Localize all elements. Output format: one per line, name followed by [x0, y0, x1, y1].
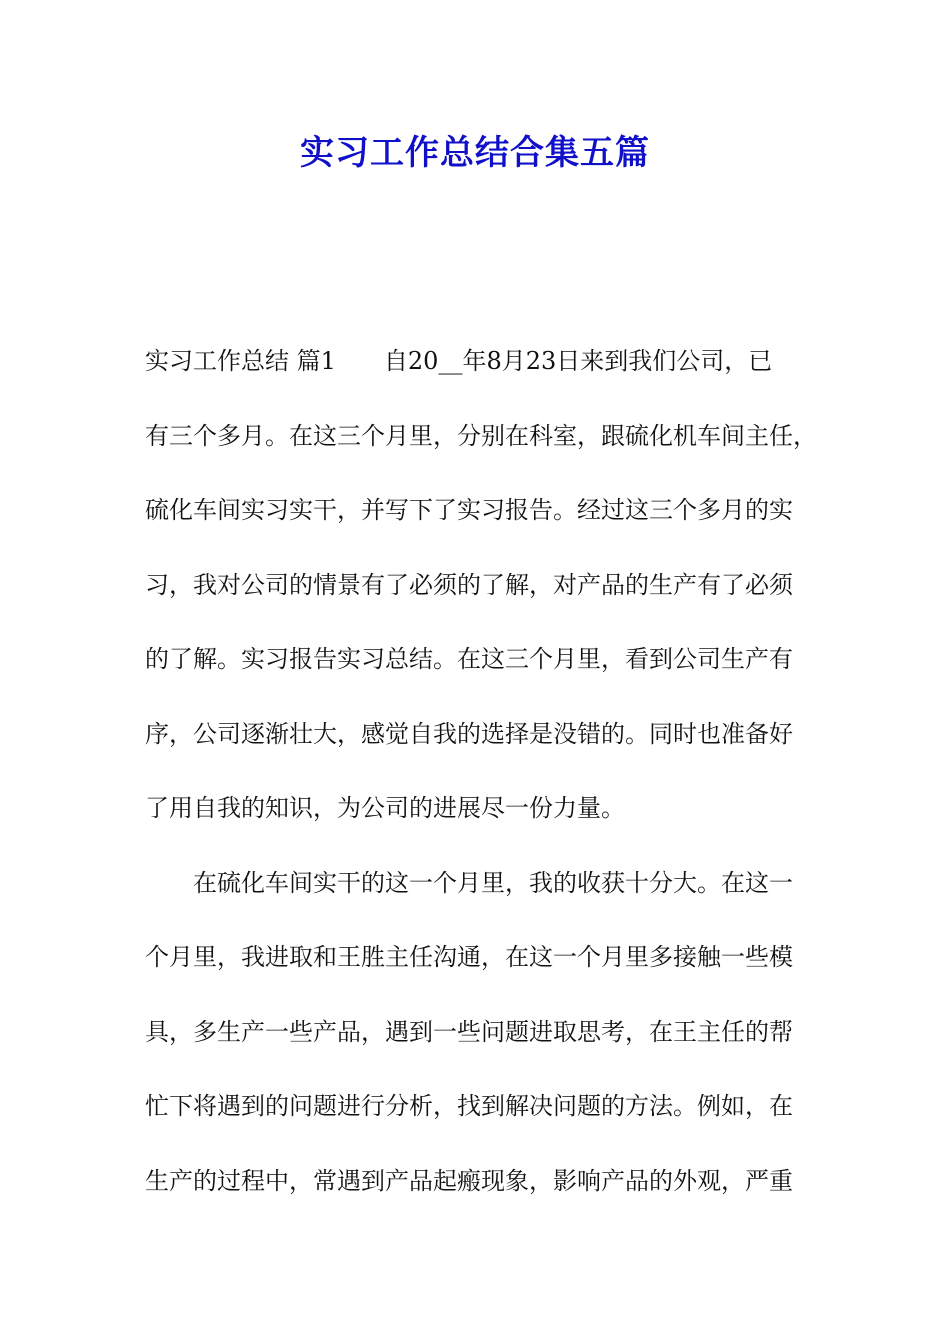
paragraph-line: 个月里，我进取和王胜主任沟通，在这一个月里多接触一些模 — [145, 943, 793, 971]
paragraph-line: 生产的过程中，常遇到产品起瘢现象，影响产品的外观，严重 — [145, 1166, 793, 1195]
paragraph-line — [145, 337, 810, 412]
paragraph-line: 习，我对公司的情景有了必须的了解，对产品的生产有了必须 — [145, 570, 793, 599]
document-body — [145, 337, 817, 1231]
paragraph-line: 了用自我的知识，为公司的进展尽一份力量。 — [145, 794, 625, 822]
document-title: 实习工作总结合集五篇 — [300, 133, 650, 173]
paragraph-line: 有三个多月。在这三个月里，分别在科室，跟硫化机车间主任， — [145, 421, 817, 450]
paragraph-line: 硫化车间实习实干，并写下了实习报告。经过这三个多月的实 — [145, 496, 793, 524]
section-heading: 实习工作总结 篇1 — [145, 347, 336, 375]
paragraph-line: 序，公司逐渐壮大，感觉自我的选择是没错的。同时也准备好 — [145, 719, 793, 748]
paragraph-text: 自20__年8月23日来到我们公司，已 — [383, 347, 773, 375]
paragraph-line: 在硫化车间实干的这一个月里，我的收获十分大。在这一 — [193, 868, 793, 897]
paragraph-line: 的了解。实习报告实习总结。在这三个月里，看到公司生产有 — [145, 645, 793, 673]
paragraph-line: 忙下将遇到的问题进行分析，找到解决问题的方法。例如，在 — [145, 1092, 793, 1120]
paragraph-line: 具，多生产一些产品，遇到一些问题进取思考，在王主任的帮 — [145, 1017, 793, 1046]
